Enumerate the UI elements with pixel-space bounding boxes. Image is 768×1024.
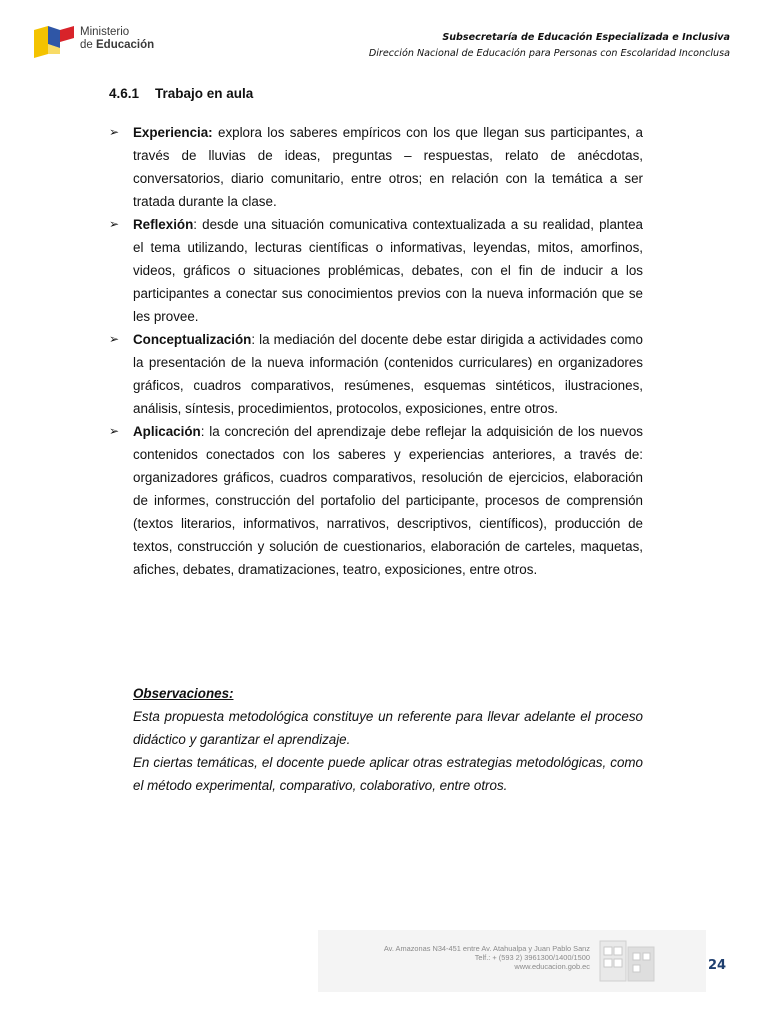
list-item-experiencia — [109, 121, 643, 213]
observations-block — [133, 682, 643, 797]
observations-paragraph-2: En ciertas temáticas, el docente puede aplicar otras estrategias metodológicas, como el método experimental, comparativo, colaborativo, entre otros. — [133, 755, 643, 793]
section-heading — [109, 86, 253, 101]
list-item-conceptualizacion — [109, 328, 643, 420]
observations-title: Observaciones: — [133, 686, 234, 701]
ministerio-logo — [30, 22, 170, 66]
item-term: Reflexión — [133, 217, 194, 232]
logo-line-2: de Educación — [80, 39, 155, 51]
item-text: : la mediación del docente debe estar dirigida a actividades como la presentación de la nueva información (contenidos curriculares) en organizadores gráficos, cuadros comparativos, resúmenes, esquemas sintéticos, ilustraciones, análisis, síntesis, procedimientos, protocolos, exposiciones, entre otros. — [133, 332, 643, 416]
item-text: explora los saberes empíricos con los que llegan sus participantes, a través de lluvias de ideas, preguntas – respuestas, relato de anécdotas, conversatorios, diario comunitario, entre otros; en relación con la temática a ser tratada durante la clase. — [133, 125, 643, 209]
list-item-aplicacion — [109, 420, 643, 581]
item-term: Conceptualización — [133, 332, 252, 347]
item-term: Aplicación — [133, 424, 201, 439]
ministerio-logo-text — [80, 26, 154, 52]
footer-web: www.educacion.gob.ec — [514, 962, 590, 971]
logo-line-1: Ministerio — [80, 26, 130, 38]
arrow-bullet-icon: ➢ — [109, 424, 120, 438]
arrow-bullet-icon: ➢ — [109, 125, 120, 139]
header-direccion: Dirección Nacional de Educación para Personas con Escolaridad Inconclusa — [368, 48, 730, 59]
list-item-reflexion — [109, 213, 643, 328]
header-subsecretaria: Subsecretaría de Educación Especializada e Inclusiva — [442, 32, 730, 43]
item-text: : desde una situación comunicativa contextualizada a su realidad, plantea el tema utilizando, lecturas científicas o informativas, leyendas, mitos, amorfinos, videos, gráficos o situaciones problémicas, debates, con el fin de inducir a los participantes a conectar sus conocimientos previos con la nueva información que se les provee. — [133, 217, 643, 324]
page-number: 24 — [708, 958, 727, 973]
section-number: 4.6.1 — [109, 86, 140, 101]
item-term: Experiencia: — [133, 125, 213, 140]
footer-address: Av. Amazonas N34-451 entre Av. Atahualpa y Juan Pablo Sanz — [383, 944, 590, 953]
arrow-bullet-icon: ➢ — [109, 217, 120, 231]
section-title: Trabajo en aula — [155, 86, 254, 101]
footer-phone: Telf.: + (593 2) 3961300/1400/1500 — [474, 953, 590, 962]
observations-paragraph-1: Esta propuesta metodológica constituye un referente para llevar adelante el proceso didáctico y garantizar el aprendizaje. — [133, 709, 643, 747]
page-header — [369, 30, 730, 62]
arrow-bullet-icon: ➢ — [109, 332, 120, 346]
methodology-list — [109, 121, 643, 581]
ecuador-flag-icon — [30, 24, 78, 60]
building-blocks-icon — [598, 937, 656, 985]
item-text: : la concreción del aprendizaje debe reflejar la adquisición de los nuevos contenidos conectados con los saberes y experiencias anteriores, a través de: organizadores gráficos, cuadros comparativos, resolución de ejercicios, elaboración de informes, construcción del portafolio del participante, procesos de comprensión (textos literarios, informativos, narrativos, descriptivos, científicos), producción de textos, construcción y solución de cuestionarios, elaboración de carteles, maquetas, afiches, debates, dramatizaciones, teatro, exposiciones, entre otros. — [133, 424, 643, 577]
footer-contact — [384, 944, 590, 971]
